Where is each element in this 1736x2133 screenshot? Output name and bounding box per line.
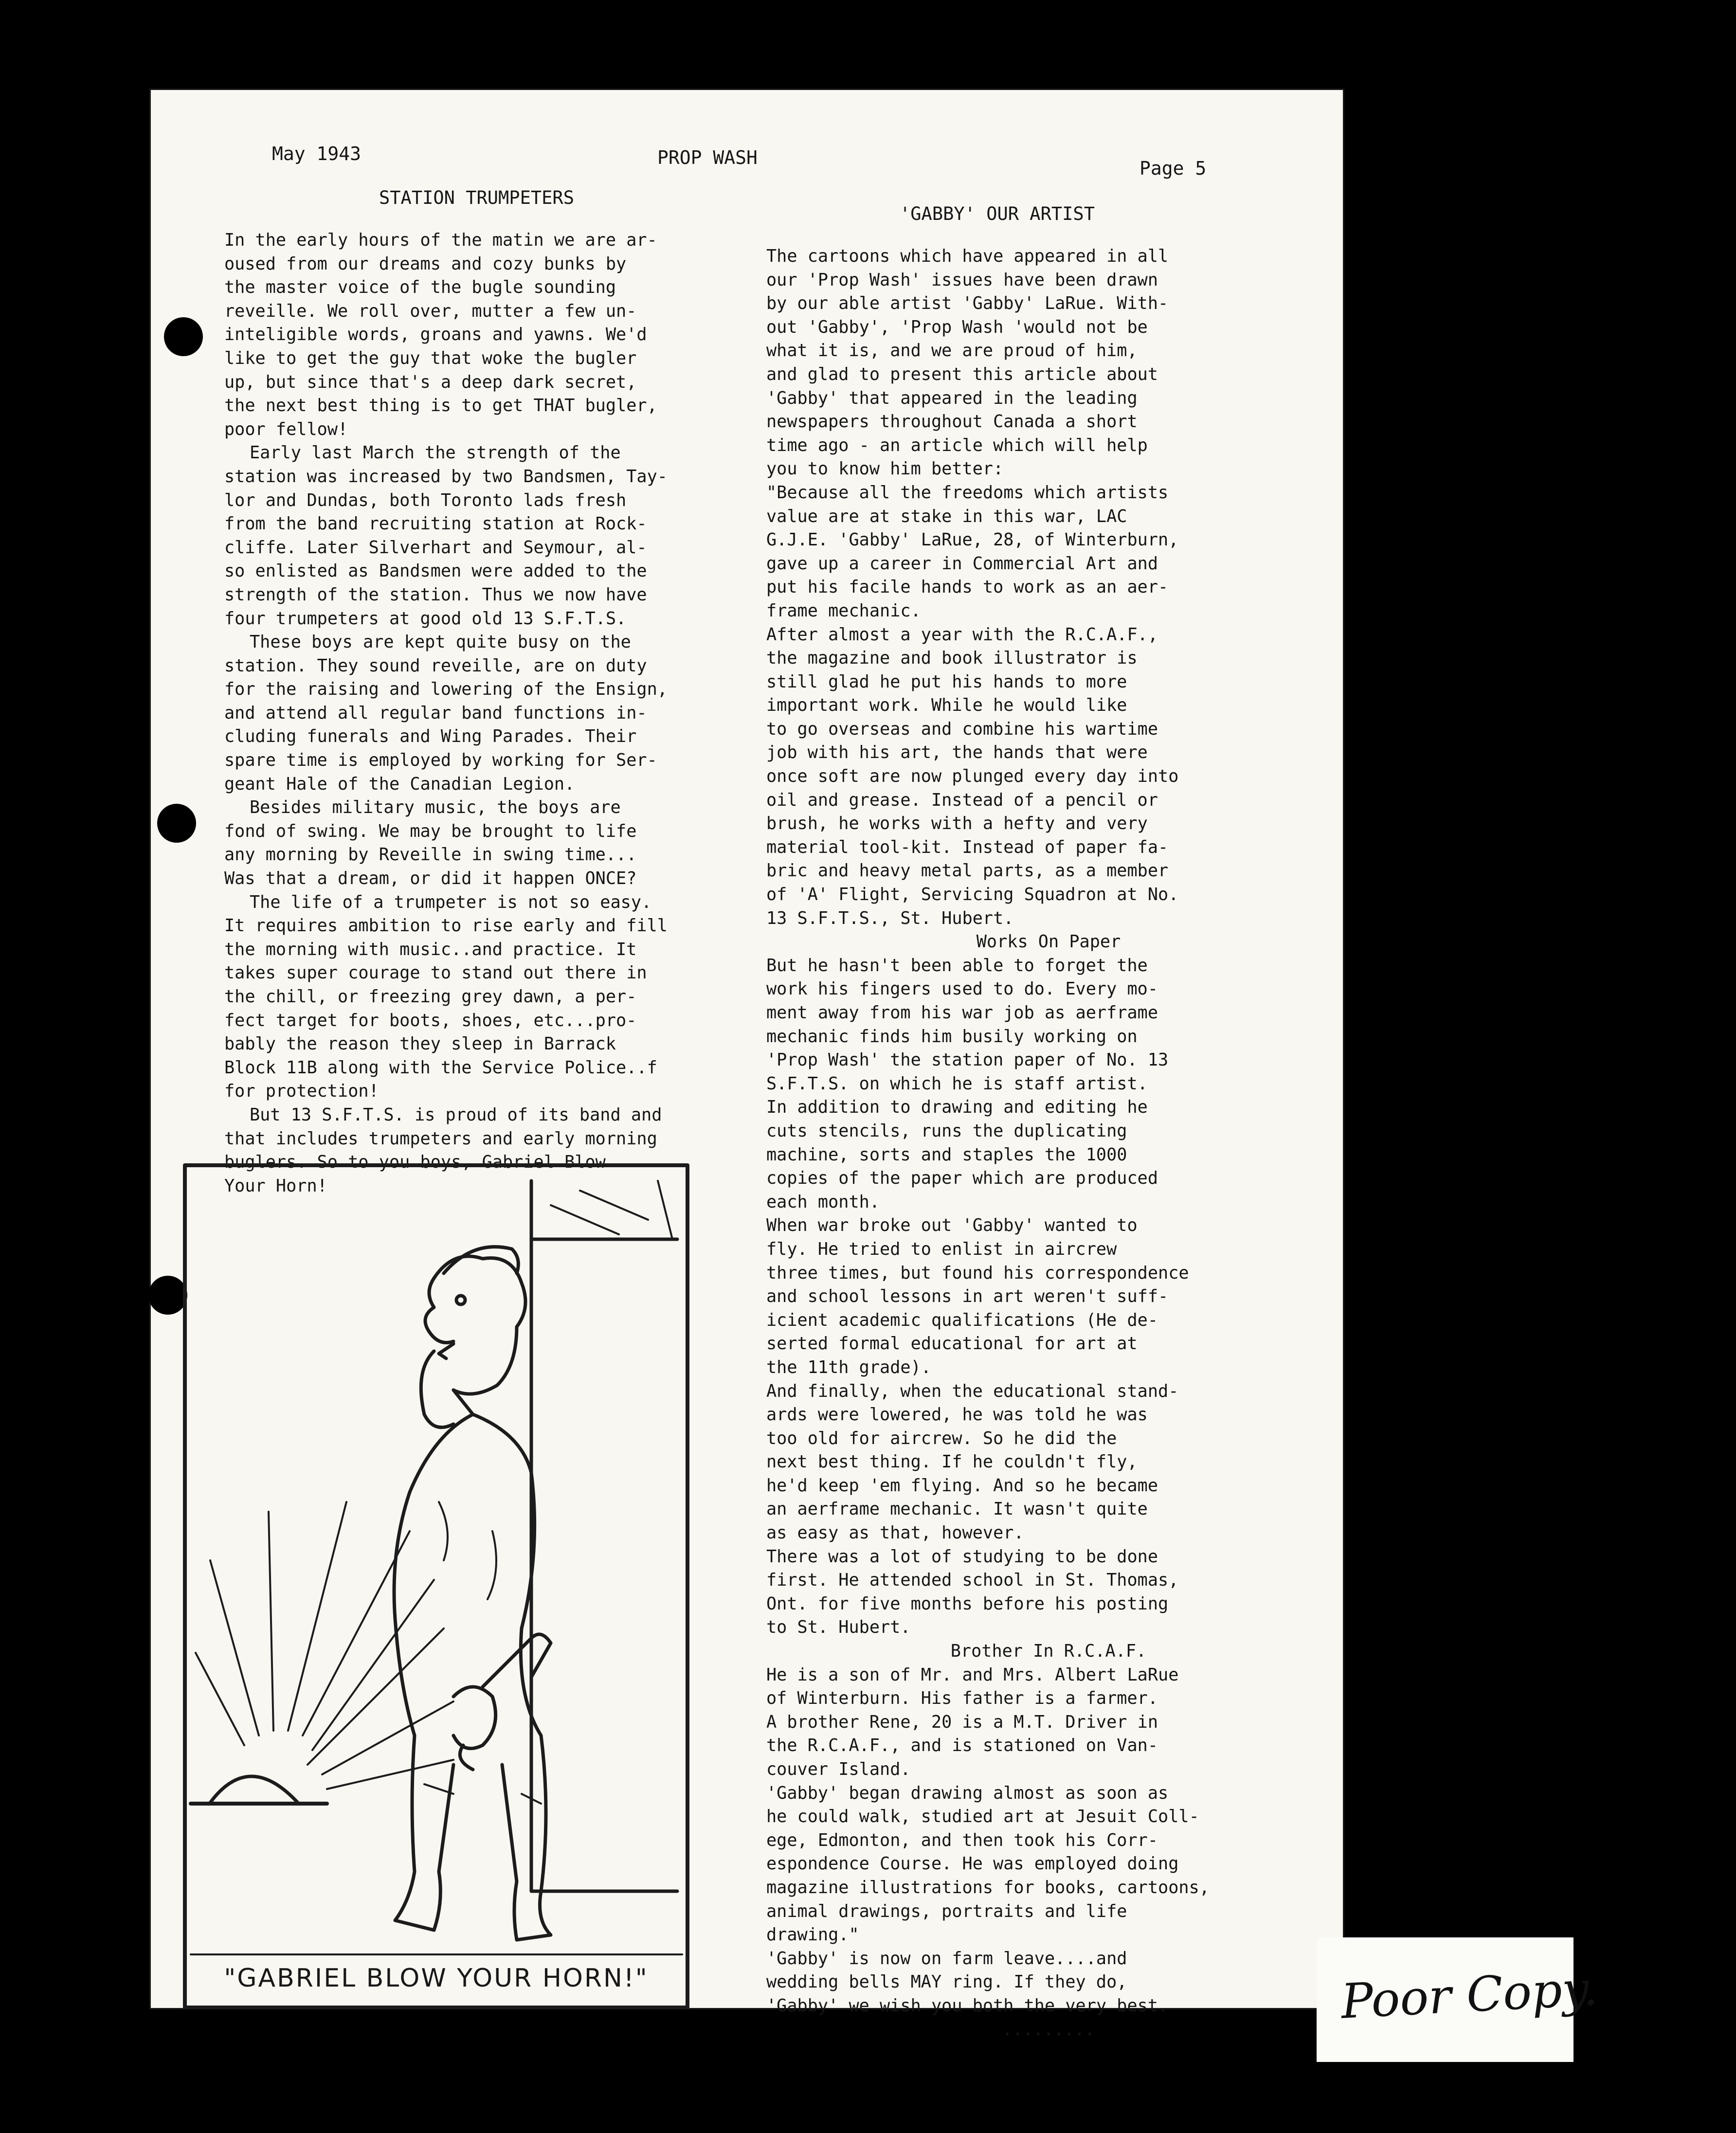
text-line: three times, but found his correspondence xyxy=(766,1263,1189,1283)
text-line: lor and Dundas, both Toronto lads fresh xyxy=(224,490,627,510)
cartoon-illustration xyxy=(181,1161,691,2011)
text-line: buglers. So to you boys, Gabriel Blow xyxy=(224,1152,606,1173)
text-line: out 'Gabby', 'Prop Wash 'would not be xyxy=(766,317,1148,337)
text-line: G.J.E. 'Gabby' LaRue, 28, of Winterburn, xyxy=(766,530,1179,550)
text-line: cliffe. Later Silverhart and Seymour, al- xyxy=(224,537,647,558)
text-line: icient academic qualifications (He de- xyxy=(766,1310,1158,1330)
text-line: ment away from his war job as aerframe xyxy=(766,1003,1158,1023)
text-line: The life of a trumpeter is not so easy. xyxy=(250,892,652,912)
text-line: you to know him better: xyxy=(766,459,1004,479)
text-line: ards were lowered, he was told he was xyxy=(766,1405,1148,1425)
text-line: fly. He tried to enlist in aircrew xyxy=(766,1239,1117,1259)
text-line: of 'A' Flight, Servicing Squadron at No. xyxy=(766,885,1179,905)
poor-copy-note xyxy=(1317,1937,1599,2062)
text-line: A brother Rene, 20 is a M.T. Driver in xyxy=(766,1712,1158,1732)
text-line: up, but since that's a deep dark secret, xyxy=(224,372,637,392)
left-article-title: STATION TRUMPETERS xyxy=(379,187,574,208)
text-line: the 11th grade). xyxy=(766,1357,931,1377)
text-line: newspapers throughout Canada a short xyxy=(766,412,1138,432)
punch-hole-top xyxy=(164,317,203,356)
text-line: mechanic finds him busily working on xyxy=(766,1026,1138,1047)
text-line: copies of the paper which are produced xyxy=(766,1168,1158,1189)
text-line: S.F.T.S. on which he is staff artist. xyxy=(766,1073,1148,1094)
text-line: serted formal educational for art at xyxy=(766,1334,1138,1354)
punch-hole-middle xyxy=(157,804,196,843)
text-line: like to get the guy that woke the bugler xyxy=(224,348,637,368)
text-line: reveille. We roll over, mutter a few un- xyxy=(224,301,637,321)
header-date: May 1943 xyxy=(272,143,362,164)
text-line: geant Hale of the Canadian Legion. xyxy=(224,774,575,794)
text-line: takes super courage to stand out there in xyxy=(224,963,647,983)
text-line: Early last March the strength of the xyxy=(250,443,621,463)
text-line: frame mechanic. xyxy=(766,600,921,621)
text-line: poor fellow! xyxy=(224,419,348,439)
subheading-line: Works On Paper xyxy=(976,932,1121,952)
text-line: strength of the station. Thus we now have xyxy=(224,584,647,605)
text-line: four trumpeters at good old 13 S.F.T.S. xyxy=(224,608,627,629)
text-line: 'Gabby' that appeared in the leading xyxy=(766,388,1138,408)
text-line: value are at stake in this war, LAC xyxy=(766,506,1127,526)
text-line: put his facile hands to work as an aer- xyxy=(766,577,1169,597)
right-article-body xyxy=(766,245,1331,2042)
text-line: oused from our dreams and cozy bunks by xyxy=(224,253,627,274)
text-line: by our able artist 'Gabby' LaRue. With- xyxy=(766,293,1169,314)
text-line: from the band recruiting station at Rock- xyxy=(224,514,647,534)
text-line: an aerframe mechanic. It wasn't quite xyxy=(766,1499,1148,1519)
text-line: each month. xyxy=(766,1192,880,1212)
text-line: gave up a career in Commercial Art and xyxy=(766,553,1158,574)
text-line: When war broke out 'Gabby' wanted to xyxy=(766,1215,1138,1236)
text-line: 'Gabby' began drawing almost as soon as xyxy=(766,1783,1169,1803)
text-line: But 13 S.F.T.S. is proud of its band and xyxy=(250,1104,662,1125)
text-line: It requires ambition to rise early and fill xyxy=(224,916,668,936)
text-line: Ont. for five months before his posting xyxy=(766,1593,1169,1614)
text-line: animal drawings, portraits and life xyxy=(766,1901,1127,1921)
text-line: inteligible words, groans and yawns. We'd xyxy=(224,325,647,345)
text-line: cuts stencils, runs the duplicating xyxy=(766,1121,1127,1141)
text-line: still glad he put his hands to more xyxy=(766,671,1127,692)
text-line: too old for aircrew. So he did the xyxy=(766,1428,1117,1448)
text-line: that includes trumpeters and early morning xyxy=(224,1128,657,1149)
text-line: work his fingers used to do. Every mo- xyxy=(766,979,1158,999)
text-line: These boys are kept quite busy on the xyxy=(250,632,631,652)
text-line: so enlisted as Bandsmen were added to the xyxy=(224,561,647,581)
text-line: wedding bells MAY ring. If they do, xyxy=(766,1972,1127,1992)
text-line: material tool-kit. Instead of paper fa- xyxy=(766,837,1169,857)
text-line: Your Horn! xyxy=(224,1175,327,1196)
text-line: bric and heavy metal parts, as a member xyxy=(766,861,1169,881)
text-line: for protection! xyxy=(224,1081,379,1102)
text-line: the magazine and book illustrator is xyxy=(766,648,1138,669)
document-page xyxy=(149,89,1344,2040)
text-line: And finally, when the educational stand- xyxy=(766,1381,1179,1401)
text-line: ege, Edmonton, and then took his Corr- xyxy=(766,1830,1158,1850)
text-line: He is a son of Mr. and Mrs. Albert LaRue xyxy=(766,1664,1179,1685)
text-line: Besides military music, the boys are xyxy=(250,797,621,818)
text-line: first. He attended school in St. Thomas, xyxy=(766,1570,1179,1591)
text-line: But he hasn't been able to forget the xyxy=(766,955,1148,976)
text-line: the chill, or freezing grey dawn, a per- xyxy=(224,987,637,1007)
text-line: machine, sorts and staples the 1000 xyxy=(766,1144,1127,1165)
cartoon-caption: "GABRIEL BLOW YOUR HORN!" xyxy=(224,1964,649,1993)
text-line: the master voice of the bugle sounding xyxy=(224,277,616,298)
text-line: the next best thing is to get THAT bugler, xyxy=(224,396,657,416)
text-line: After almost a year with the R.C.A.F., xyxy=(766,624,1158,645)
text-line: 'Gabby' is now on farm leave....and xyxy=(766,1948,1127,1969)
poor-copy-label: Poor Copy. xyxy=(1339,1961,1599,2030)
text-line: important work. While he would like xyxy=(766,695,1127,716)
text-line: "Because all the freedoms which artists xyxy=(766,482,1169,503)
text-line: In addition to drawing and editing he xyxy=(766,1097,1148,1118)
text-line: bably the reason they sleep in Barrack xyxy=(224,1034,616,1054)
text-line: the morning with music..and practice. It xyxy=(224,939,637,959)
text-line: to St. Hubert. xyxy=(766,1617,911,1638)
text-line: fond of swing. We may be brought to life xyxy=(224,821,637,841)
text-line: magazine illustrations for books, cartoons, xyxy=(766,1877,1210,1898)
text-line: fect target for boots, shoes, etc...pro- xyxy=(224,1010,637,1030)
subheading-line: ......... xyxy=(1002,2019,1095,2040)
text-line: the R.C.A.F., and is stationed on Van- xyxy=(766,1735,1158,1756)
text-line: brush, he works with a hefty and very xyxy=(766,813,1148,834)
text-line: he could walk, studied art at Jesuit Coll- xyxy=(766,1807,1199,1827)
text-line: drawing." xyxy=(766,1925,859,1945)
text-line: 13 S.F.T.S., St. Hubert. xyxy=(766,908,1014,928)
text-line: 'Gabby' we wish you both the very best. xyxy=(766,1995,1169,2016)
text-line: any morning by Reveille in swing time... xyxy=(224,845,637,865)
text-line: next best thing. If he couldn't fly, xyxy=(766,1452,1138,1472)
text-line: There was a lot of studying to be done xyxy=(766,1546,1158,1567)
text-line: couver Island. xyxy=(766,1759,911,1779)
text-line: as easy as that, however. xyxy=(766,1523,1024,1543)
text-line: and glad to present this article about xyxy=(766,364,1158,384)
text-line: and school lessons in art weren't suff- xyxy=(766,1286,1169,1307)
text-line: Block 11B along with the Service Police..f xyxy=(224,1057,657,1078)
subheading-line: Brother In R.C.A.F. xyxy=(950,1641,1147,1662)
header-title: PROP WASH xyxy=(657,147,758,168)
left-article-body xyxy=(224,229,750,1198)
text-line: station was increased by two Bandsmen, Tay- xyxy=(224,466,668,487)
text-line: oil and grease. Instead of a pencil or xyxy=(766,790,1158,810)
text-line: In the early hours of the matin we are ar- xyxy=(224,230,657,250)
text-line: our 'Prop Wash' issues have been drawn xyxy=(766,270,1158,290)
text-line: for the raising and lowering of the Ensign, xyxy=(224,679,668,700)
text-line: station. They sound reveille, are on duty xyxy=(224,655,647,676)
text-line: 'Prop Wash' the station paper of No. 13 xyxy=(766,1050,1169,1070)
text-line: Was that a dream, or did it happen ONCE? xyxy=(224,868,637,889)
text-line: to go overseas and combine his wartime xyxy=(766,719,1158,739)
text-line: of Winterburn. His father is a farmer. xyxy=(766,1688,1158,1709)
text-line: cluding funerals and Wing Parades. Their xyxy=(224,726,637,747)
text-line: espondence Course. He was employed doing xyxy=(766,1854,1179,1874)
text-line: time ago - an article which will help xyxy=(766,435,1148,455)
text-line: and attend all regular band functions in- xyxy=(224,703,647,723)
header-page: Page 5 xyxy=(1139,158,1207,179)
text-line: spare time is employed by working for Ser- xyxy=(224,750,657,771)
text-line: The cartoons which have appeared in all xyxy=(766,246,1169,266)
text-line: he'd keep 'em flying. And so he became xyxy=(766,1475,1158,1496)
text-line: once soft are now plunged every day into xyxy=(766,766,1179,787)
text-line: job with his art, the hands that were xyxy=(766,742,1148,763)
text-line: what it is, and we are proud of him, xyxy=(766,341,1138,361)
right-article-title: 'GABBY' OUR ARTIST xyxy=(900,203,1095,224)
cartoon-drawing xyxy=(181,1161,691,2011)
